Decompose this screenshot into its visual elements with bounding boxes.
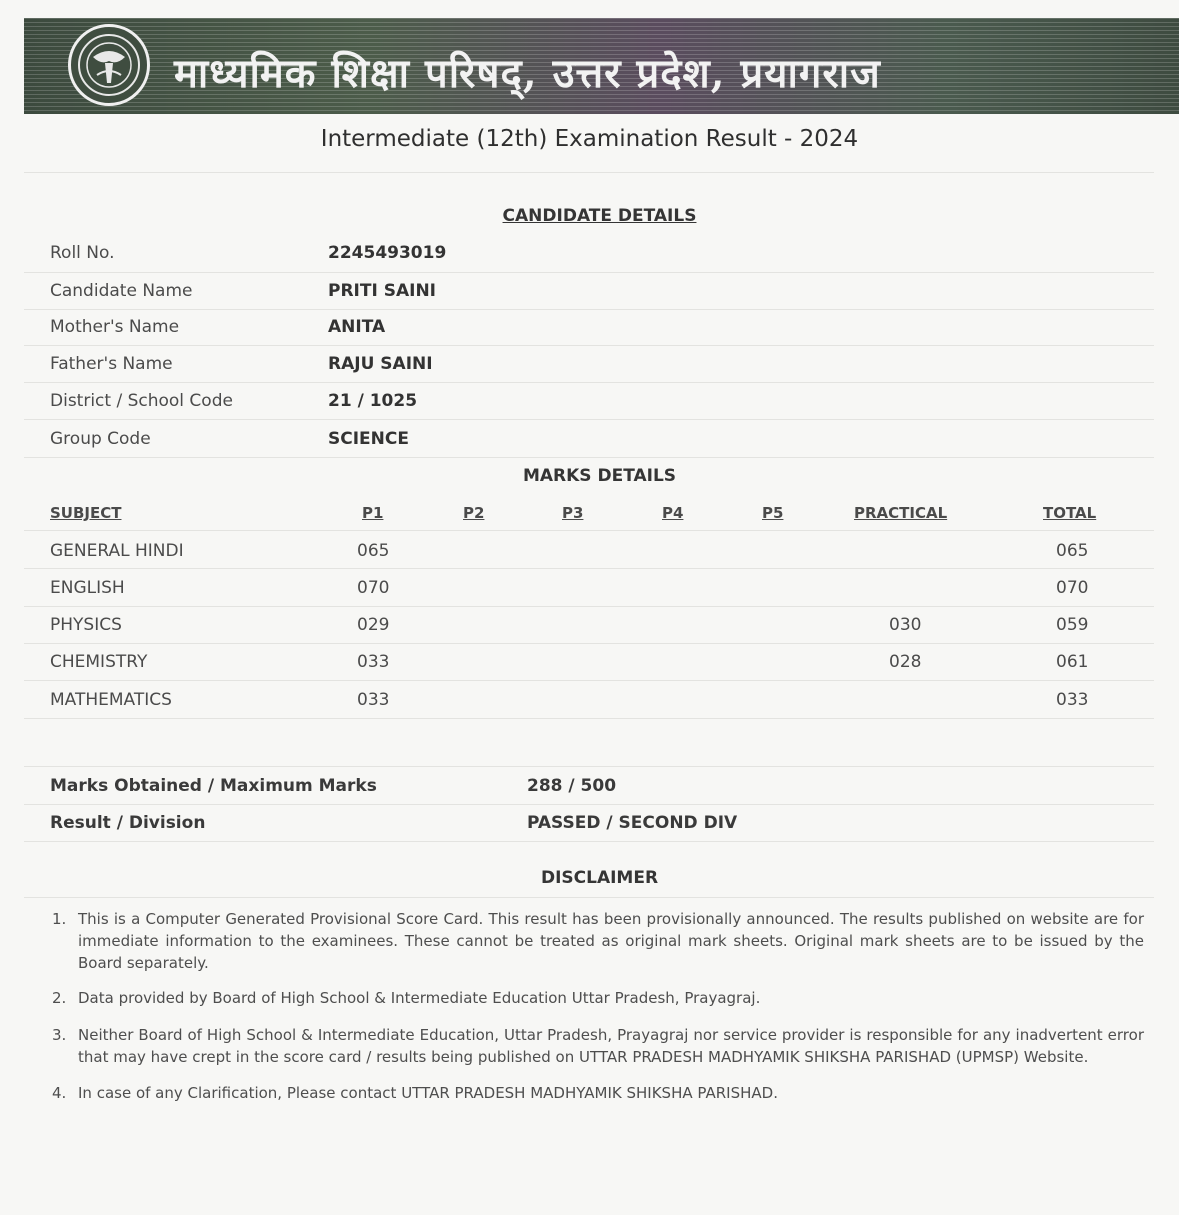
- table-row: [0, 652, 1179, 688]
- col-total: TOTAL: [1043, 504, 1097, 522]
- practical-mark: 030: [889, 615, 922, 635]
- divider: [24, 419, 1154, 420]
- marks-obtained-label: Marks Obtained / Maximum Marks: [50, 776, 377, 796]
- disclaimer-list: [52, 908, 1144, 1104]
- p1-mark: 033: [357, 690, 390, 710]
- item-number: 3.: [52, 1026, 67, 1044]
- list-item: [52, 987, 1144, 1009]
- subject-name: PHYSICS: [50, 615, 122, 635]
- group-code-value: SCIENCE: [328, 429, 409, 449]
- subject-name: GENERAL HINDI: [50, 541, 184, 561]
- item-text: This is a Computer Generated Provisional Score Card. This result has been provisionally announced. The results published on website are for immediate information to the examinees. These cannot be treated as original mark sheets. Original mark sheets are to be issued by the Board separately.: [78, 910, 1144, 972]
- col-p3: P3: [562, 504, 584, 522]
- divider: [24, 530, 1154, 531]
- divider: [24, 897, 1154, 898]
- list-item: [52, 1024, 1144, 1068]
- candidate-row-mother: [0, 317, 1179, 353]
- board-name-hindi: माध्यमिक शिक्षा परिषद्, उत्तर प्रदेश, प्रयागराज: [174, 50, 881, 97]
- item-number: 2.: [52, 989, 67, 1007]
- disclaimer-heading: DISCLAIMER: [540, 868, 659, 888]
- group-code-label: Group Code: [50, 429, 151, 449]
- p1-mark: 033: [357, 652, 390, 672]
- divider: [24, 680, 1154, 681]
- candidate-row-group: [0, 429, 1179, 465]
- table-row: [0, 578, 1179, 614]
- item-number: 1.: [52, 910, 67, 928]
- district-school-value: 21 / 1025: [328, 391, 418, 411]
- divider: [24, 568, 1154, 569]
- divider: [24, 457, 1154, 458]
- item-text: Data provided by Board of High School & Intermediate Education Uttar Pradesh, Prayagraj.: [78, 989, 761, 1007]
- col-p2: P2: [463, 504, 485, 522]
- divider: [24, 643, 1154, 644]
- total-mark: 033: [1056, 690, 1089, 710]
- result-division-value: PASSED / SECOND DIV: [527, 813, 738, 833]
- p1-mark: 070: [357, 578, 390, 598]
- exam-title: Intermediate (12th) Examination Result - 2024: [320, 126, 859, 152]
- divider: [24, 804, 1154, 805]
- candidate-row-name: [0, 281, 1179, 317]
- divider: [24, 172, 1154, 173]
- candidate-row-roll: [0, 243, 1179, 279]
- total-mark: 065: [1056, 541, 1089, 561]
- header-banner: [24, 18, 1179, 114]
- candidate-row-father: [0, 354, 1179, 390]
- father-name-value: RAJU SAINI: [328, 354, 433, 374]
- divider: [24, 309, 1154, 310]
- table-row: [0, 541, 1179, 577]
- col-p5: P5: [762, 504, 784, 522]
- father-name-label: Father's Name: [50, 354, 173, 374]
- list-item: [52, 1082, 1144, 1104]
- p1-mark: 029: [357, 615, 390, 635]
- subject-name: CHEMISTRY: [50, 652, 148, 672]
- mother-name-value: ANITA: [328, 317, 386, 337]
- marks-details-heading: MARKS DETAILS: [522, 466, 677, 486]
- subject-name: MATHEMATICS: [50, 690, 172, 710]
- list-item: [52, 908, 1144, 974]
- district-school-label: District / School Code: [50, 391, 233, 411]
- up-emblem-icon: [68, 24, 150, 106]
- table-row: [0, 690, 1179, 726]
- item-text: In case of any Clarification, Please contact UTTAR PRADESH MADHYAMIK SHIKSHA PARISHAD.: [78, 1084, 778, 1102]
- divider: [24, 841, 1154, 842]
- col-p4: P4: [662, 504, 684, 522]
- total-mark: 070: [1056, 578, 1089, 598]
- col-subject: SUBJECT: [50, 504, 122, 522]
- candidate-row-district: [0, 391, 1179, 427]
- col-practical: PRACTICAL: [854, 504, 948, 522]
- p1-mark: 065: [357, 541, 390, 561]
- subject-name: ENGLISH: [50, 578, 125, 598]
- candidate-name-label: Candidate Name: [50, 281, 193, 301]
- table-row: [0, 615, 1179, 651]
- candidate-name-value: PRITI SAINI: [328, 281, 436, 301]
- practical-mark: 028: [889, 652, 922, 672]
- divider: [24, 766, 1154, 767]
- mother-name-label: Mother's Name: [50, 317, 180, 337]
- divider: [24, 606, 1154, 607]
- col-p1: P1: [362, 504, 384, 522]
- item-number: 4.: [52, 1084, 67, 1102]
- divider: [24, 272, 1154, 273]
- total-mark: 059: [1056, 615, 1089, 635]
- result-division-label: Result / Division: [50, 813, 206, 833]
- roll-value: 2245493019: [328, 243, 447, 263]
- item-text: Neither Board of High School & Intermediate Education, Uttar Pradesh, Prayagraj nor service provider is responsible for any inadvertent error that may have crept in the score card / results being published on UTTAR PRADESH MADHYAMIK SHIKSHA PARISHAD (UPMSP) Website.: [78, 1026, 1144, 1066]
- roll-label: Roll No.: [50, 243, 115, 263]
- divider: [24, 345, 1154, 346]
- total-mark: 061: [1056, 652, 1089, 672]
- divider: [24, 718, 1154, 719]
- marks-obtained-value: 288 / 500: [527, 776, 617, 796]
- candidate-details-heading: CANDIDATE DETAILS: [502, 206, 697, 226]
- divider: [24, 382, 1154, 383]
